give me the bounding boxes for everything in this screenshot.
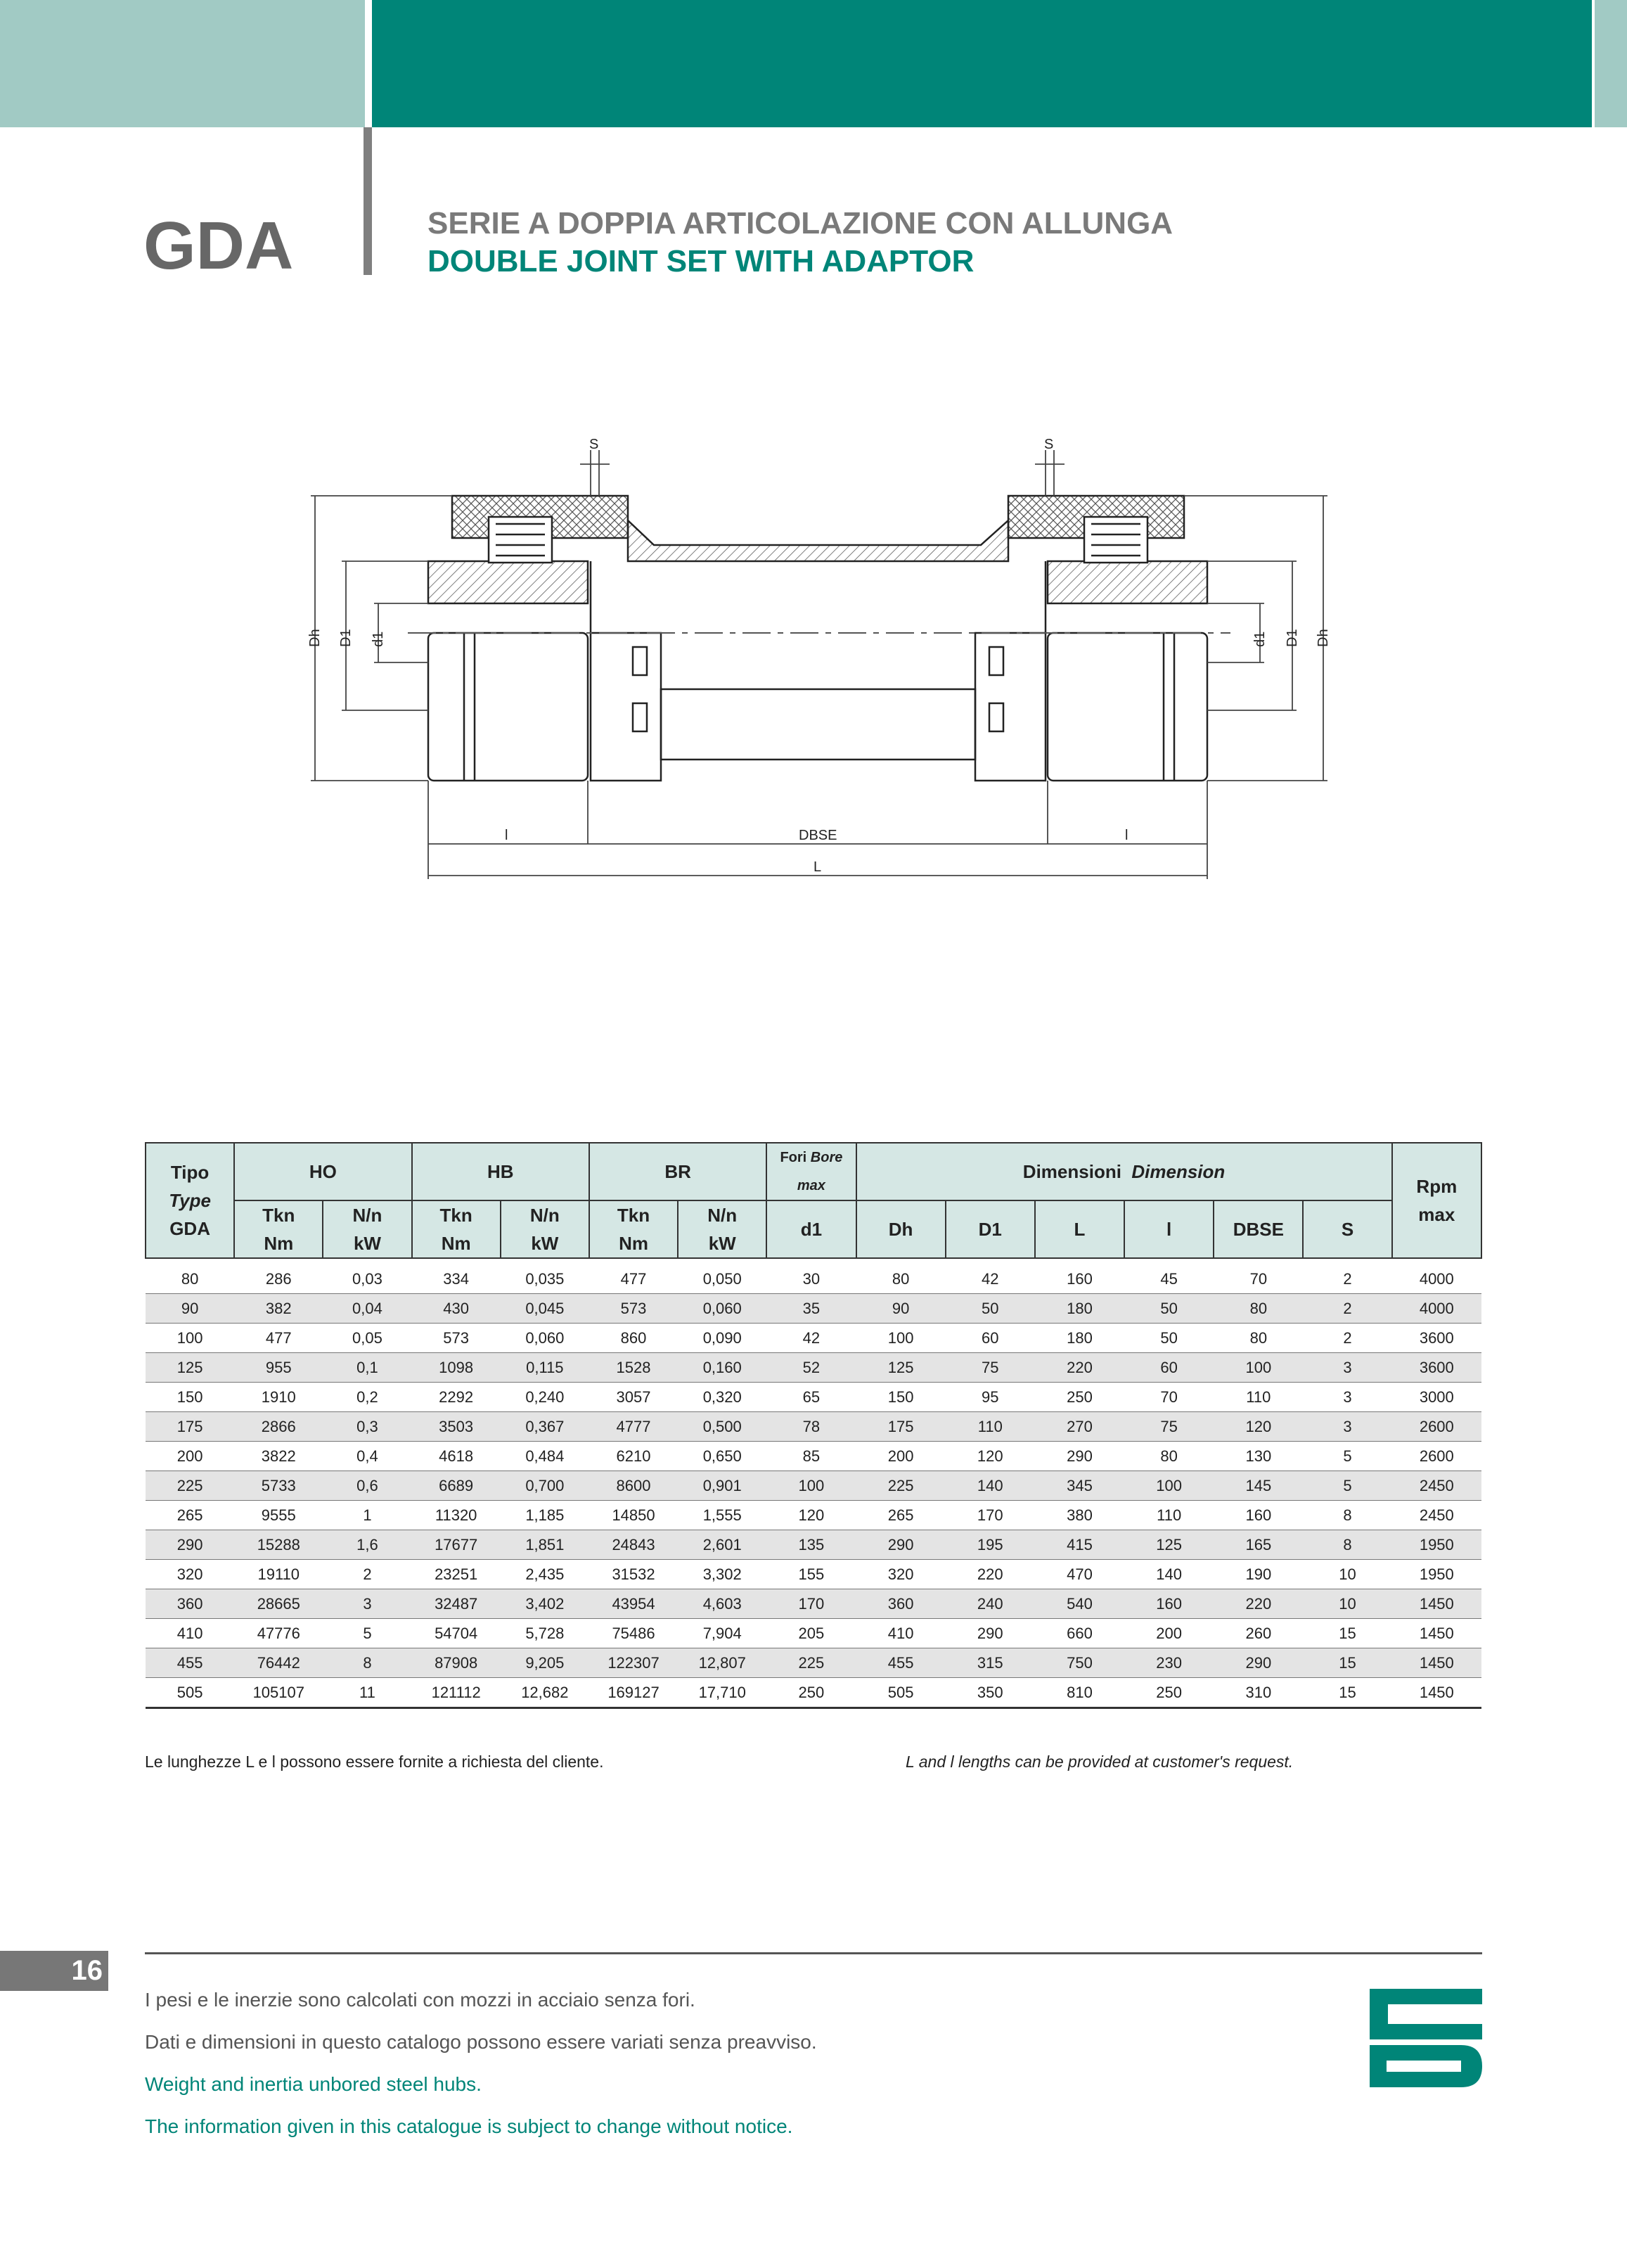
table-cell: 5 [323, 1619, 411, 1648]
table-row [146, 1619, 1481, 1648]
table-cell: 2292 [412, 1383, 501, 1412]
table-cell: 2450 [1392, 1471, 1481, 1501]
table-cell: 125 [1124, 1530, 1214, 1560]
table-cell: 140 [946, 1471, 1035, 1501]
table-cell: 195 [946, 1530, 1035, 1560]
table-cell: 10 [1303, 1589, 1391, 1619]
table-cell: 190 [1214, 1560, 1303, 1589]
table-cell: 24843 [589, 1530, 678, 1560]
table-cell: 505 [856, 1678, 946, 1708]
table-cell: 15 [1303, 1678, 1391, 1708]
table-cell: 350 [946, 1678, 1035, 1708]
table-row [146, 1530, 1481, 1560]
table-cell: 80 [856, 1258, 946, 1294]
table-cell: 3822 [234, 1442, 323, 1471]
spec-table-body [146, 1258, 1481, 1708]
table-cell: 169127 [589, 1678, 678, 1708]
table-cell: 205 [766, 1619, 856, 1648]
table-cell: 1,6 [323, 1530, 411, 1560]
tube-view [661, 689, 975, 760]
table-cell: 0,901 [678, 1471, 766, 1501]
table-cell: 290 [1035, 1442, 1124, 1471]
table-cell: 100 [856, 1324, 946, 1353]
table-cell: 3600 [1392, 1324, 1481, 1353]
table-cell: 70 [1214, 1258, 1303, 1294]
table-cell: 105107 [234, 1678, 323, 1708]
header-band-right [1595, 0, 1627, 127]
table-cell: 150 [146, 1383, 234, 1412]
table-cell: 85 [766, 1442, 856, 1471]
table-cell: 6689 [412, 1471, 501, 1501]
table-cell: 0,1 [323, 1353, 411, 1383]
table-cell: 165 [1214, 1530, 1303, 1560]
table-cell: 78 [766, 1412, 856, 1442]
dim-label-s-left: S [589, 437, 599, 452]
table-cell: 1450 [1392, 1619, 1481, 1648]
table-cell: 0,045 [501, 1294, 589, 1324]
table-cell: 860 [589, 1324, 678, 1353]
table-cell: 6210 [589, 1442, 678, 1471]
left-hub-section [428, 561, 588, 603]
table-cell: 810 [1035, 1678, 1124, 1708]
table-row [146, 1442, 1481, 1471]
table-cell: 0,320 [678, 1383, 766, 1412]
table-row [146, 1648, 1481, 1678]
table-cell: 0,484 [501, 1442, 589, 1471]
table-cell: 345 [1035, 1471, 1124, 1501]
table-cell: 32487 [412, 1589, 501, 1619]
dim-label-l-right: l [1125, 828, 1128, 843]
table-cell: 225 [856, 1471, 946, 1501]
page-number: 16 [71, 1955, 103, 1986]
dim-label-d1-left: d1 [371, 631, 386, 647]
table-cell: 1450 [1392, 1589, 1481, 1619]
table-cell: 200 [1124, 1619, 1214, 1648]
table-cell: 1,851 [501, 1530, 589, 1560]
table-cell: 290 [856, 1530, 946, 1560]
right-hub-view [1048, 633, 1207, 781]
table-cell: 5733 [234, 1471, 323, 1501]
table-row [146, 1501, 1481, 1530]
table-cell: 160 [1214, 1501, 1303, 1530]
header-band-main [372, 0, 1592, 127]
header-hb: HB [412, 1143, 589, 1200]
header-s: S [1303, 1200, 1391, 1258]
table-cell: 0,2 [323, 1383, 411, 1412]
header-L: L [1035, 1200, 1124, 1258]
table-cell: 120 [1214, 1412, 1303, 1442]
table-cell: 334 [412, 1258, 501, 1294]
table-cell: 5 [1303, 1471, 1391, 1501]
table-row [146, 1294, 1481, 1324]
table-cell: 70 [1124, 1383, 1214, 1412]
header-br-nn: N/n kW [678, 1200, 766, 1258]
table-cell: 110 [1214, 1383, 1303, 1412]
dim-label-dh-left: Dh [307, 629, 323, 647]
table-cell: 286 [234, 1258, 323, 1294]
table-cell: 0,650 [678, 1442, 766, 1471]
header-br-tkn: Tkn Nm [589, 1200, 678, 1258]
dim-label-d1-cap-right: D1 [1285, 629, 1300, 647]
table-cell: 0,6 [323, 1471, 411, 1501]
table-cell: 75 [1124, 1412, 1214, 1442]
table-cell: 17,710 [678, 1678, 766, 1708]
table-cell: 0,035 [501, 1258, 589, 1294]
table-cell: 290 [146, 1530, 234, 1560]
table-cell: 130 [1214, 1442, 1303, 1471]
table-cell: 382 [234, 1294, 323, 1324]
title-english: DOUBLE JOINT SET WITH ADAPTOR [427, 244, 975, 278]
table-cell: 540 [1035, 1589, 1124, 1619]
table-cell: 75486 [589, 1619, 678, 1648]
table-row [146, 1471, 1481, 1501]
table-cell: 477 [234, 1324, 323, 1353]
table-cell: 4000 [1392, 1294, 1481, 1324]
table-cell: 15 [1303, 1648, 1391, 1678]
table-cell: 90 [146, 1294, 234, 1324]
table-cell: 121112 [412, 1678, 501, 1708]
spec-table [145, 1142, 1482, 1709]
table-cell: 1,555 [678, 1501, 766, 1530]
table-cell: 4777 [589, 1412, 678, 1442]
table-cell: 0,4 [323, 1442, 411, 1471]
table-cell: 955 [234, 1353, 323, 1383]
table-cell: 1450 [1392, 1678, 1481, 1708]
header-dbse: DBSE [1214, 1200, 1303, 1258]
table-cell: 250 [1124, 1678, 1214, 1708]
header-hb-nn: N/n kW [501, 1200, 589, 1258]
table-cell: 14850 [589, 1501, 678, 1530]
table-cell: 477 [589, 1258, 678, 1294]
table-cell: 270 [1035, 1412, 1124, 1442]
table-cell: 2,601 [678, 1530, 766, 1560]
header-ho: HO [234, 1143, 411, 1200]
table-cell: 9555 [234, 1501, 323, 1530]
table-cell: 2 [1303, 1324, 1391, 1353]
table-cell: 220 [946, 1560, 1035, 1589]
table-cell: 2600 [1392, 1442, 1481, 1471]
table-cell: 250 [1035, 1383, 1124, 1412]
table-cell: 125 [146, 1353, 234, 1383]
header-tipo: Tipo Type GDA [146, 1143, 234, 1258]
table-cell: 80 [1124, 1442, 1214, 1471]
header-D1: D1 [946, 1200, 1035, 1258]
table-cell: 3 [1303, 1412, 1391, 1442]
table-cell: 380 [1035, 1501, 1124, 1530]
adaptor-section [628, 520, 1008, 561]
table-cell: 120 [766, 1501, 856, 1530]
note-english: L and l lengths can be provided at customer's request. [906, 1753, 1294, 1771]
table-cell: 122307 [589, 1648, 678, 1678]
table-cell: 11320 [412, 1501, 501, 1530]
table-cell: 3600 [1392, 1353, 1481, 1383]
table-cell: 3 [1303, 1383, 1391, 1412]
table-cell: 265 [146, 1501, 234, 1530]
table-row [146, 1324, 1481, 1353]
table-cell: 5,728 [501, 1619, 589, 1648]
table-cell: 315 [946, 1648, 1035, 1678]
table-cell: 2600 [1392, 1412, 1481, 1442]
table-cell: 0,050 [678, 1258, 766, 1294]
header-l: l [1124, 1200, 1214, 1258]
footer-line-2: Dati e dimensioni in questo catalogo possono essere variati senza preavviso. [145, 2031, 817, 2053]
table-cell: 110 [1124, 1501, 1214, 1530]
table-cell: 15 [1303, 1619, 1391, 1648]
left-hub-view [428, 633, 588, 781]
table-cell: 250 [766, 1678, 856, 1708]
table-cell: 220 [1035, 1353, 1124, 1383]
table-cell: 660 [1035, 1619, 1124, 1648]
company-logo [1370, 1989, 1482, 2087]
header-hb-tkn: Tkn Nm [412, 1200, 501, 1258]
table-row [146, 1258, 1481, 1294]
table-cell: 470 [1035, 1560, 1124, 1589]
table-cell: 4618 [412, 1442, 501, 1471]
table-cell: 100 [146, 1324, 234, 1353]
table-row [146, 1678, 1481, 1708]
table-cell: 573 [589, 1294, 678, 1324]
footer-divider [145, 1952, 1482, 1954]
table-cell: 3503 [412, 1412, 501, 1442]
table-cell: 750 [1035, 1648, 1124, 1678]
note-italian: Le lunghezze L e l possono essere fornite a richiesta del cliente. [145, 1753, 604, 1771]
table-cell: 42 [766, 1324, 856, 1353]
table-cell: 3057 [589, 1383, 678, 1412]
table-cell: 2 [1303, 1294, 1391, 1324]
table-cell: 160 [1124, 1589, 1214, 1619]
table-cell: 415 [1035, 1530, 1124, 1560]
table-cell: 140 [1124, 1560, 1214, 1589]
table-cell: 1950 [1392, 1560, 1481, 1589]
table-cell: 43954 [589, 1589, 678, 1619]
dim-label-L: L [813, 859, 822, 875]
table-cell: 0,060 [501, 1324, 589, 1353]
table-cell: 230 [1124, 1648, 1214, 1678]
table-cell: 320 [146, 1560, 234, 1589]
table-row [146, 1353, 1481, 1383]
title-italian: SERIE A DOPPIA ARTICOLAZIONE CON ALLUNGA [427, 206, 1173, 241]
header-rpm: Rpm max [1392, 1143, 1481, 1258]
table-cell: 0,3 [323, 1412, 411, 1442]
table-cell: 2 [323, 1560, 411, 1589]
table-cell: 290 [946, 1619, 1035, 1648]
header-d1: d1 [766, 1200, 856, 1258]
table-cell: 3000 [1392, 1383, 1481, 1412]
table-cell: 175 [856, 1412, 946, 1442]
table-row [146, 1560, 1481, 1589]
table-cell: 50 [1124, 1324, 1214, 1353]
table-cell: 240 [946, 1589, 1035, 1619]
table-cell: 15288 [234, 1530, 323, 1560]
table-cell: 54704 [412, 1619, 501, 1648]
table-cell: 200 [856, 1442, 946, 1471]
table-cell: 410 [856, 1619, 946, 1648]
table-cell: 155 [766, 1560, 856, 1589]
table-cell: 100 [1214, 1353, 1303, 1383]
header-dimensions: Dimensioni Dimension [856, 1143, 1392, 1200]
table-cell: 8600 [589, 1471, 678, 1501]
header-band-left [0, 0, 365, 127]
table-cell: 42 [946, 1258, 1035, 1294]
table-cell: 1528 [589, 1353, 678, 1383]
title-divider [364, 127, 372, 275]
table-cell: 265 [856, 1501, 946, 1530]
table-cell: 50 [946, 1294, 1035, 1324]
table-cell: 8 [1303, 1530, 1391, 1560]
dim-label-d1-right: d1 [1252, 631, 1268, 647]
table-cell: 1098 [412, 1353, 501, 1383]
table-cell: 0,700 [501, 1471, 589, 1501]
table-cell: 200 [146, 1442, 234, 1471]
table-cell: 11 [323, 1678, 411, 1708]
table-cell: 225 [146, 1471, 234, 1501]
table-cell: 135 [766, 1530, 856, 1560]
dim-label-s-right: S [1044, 437, 1054, 452]
table-cell: 145 [1214, 1471, 1303, 1501]
table-cell: 90 [856, 1294, 946, 1324]
table-cell: 225 [766, 1648, 856, 1678]
table-cell: 455 [146, 1648, 234, 1678]
table-cell: 360 [146, 1589, 234, 1619]
table-cell: 76442 [234, 1648, 323, 1678]
left-sleeve-view [591, 633, 661, 781]
table-cell: 160 [1035, 1258, 1124, 1294]
header-bore-max: Fori Bore max [766, 1143, 856, 1200]
table-cell: 50 [1124, 1294, 1214, 1324]
table-cell: 320 [856, 1560, 946, 1589]
table-cell: 0,03 [323, 1258, 411, 1294]
table-cell: 60 [946, 1324, 1035, 1353]
table-cell: 7,904 [678, 1619, 766, 1648]
table-cell: 120 [946, 1442, 1035, 1471]
table-cell: 80 [1214, 1294, 1303, 1324]
table-cell: 52 [766, 1353, 856, 1383]
table-cell: 0,05 [323, 1324, 411, 1353]
table-cell: 87908 [412, 1648, 501, 1678]
table-cell: 100 [1124, 1471, 1214, 1501]
table-row [146, 1412, 1481, 1442]
table-cell: 0,115 [501, 1353, 589, 1383]
table-cell: 1950 [1392, 1530, 1481, 1560]
table-cell: 110 [946, 1412, 1035, 1442]
table-cell: 180 [1035, 1294, 1124, 1324]
table-cell: 30 [766, 1258, 856, 1294]
table-cell: 65 [766, 1383, 856, 1412]
table-cell: 3,302 [678, 1560, 766, 1589]
table-row [146, 1589, 1481, 1619]
table-cell: 3 [1303, 1353, 1391, 1383]
table-cell: 0,160 [678, 1353, 766, 1383]
table-cell: 3 [323, 1589, 411, 1619]
table-cell: 505 [146, 1678, 234, 1708]
table-cell: 430 [412, 1294, 501, 1324]
table-cell: 310 [1214, 1678, 1303, 1708]
table-cell: 35 [766, 1294, 856, 1324]
table-cell: 80 [146, 1258, 234, 1294]
table-cell: 75 [946, 1353, 1035, 1383]
table-cell: 125 [856, 1353, 946, 1383]
header-dh: Dh [856, 1200, 946, 1258]
table-cell: 0,090 [678, 1324, 766, 1353]
table-cell: 0,367 [501, 1412, 589, 1442]
table-cell: 180 [1035, 1324, 1124, 1353]
right-hub-section [1048, 561, 1207, 603]
table-cell: 360 [856, 1589, 946, 1619]
table-cell: 410 [146, 1619, 234, 1648]
table-cell: 170 [766, 1589, 856, 1619]
table-cell: 0,04 [323, 1294, 411, 1324]
table-cell: 12,807 [678, 1648, 766, 1678]
table-cell: 23251 [412, 1560, 501, 1589]
footer-line-4: The information given in this catalogue is subject to change without notice. [145, 2115, 793, 2137]
table-cell: 9,205 [501, 1648, 589, 1678]
table-cell: 4000 [1392, 1258, 1481, 1294]
header-ho-tkn: Tkn Nm [234, 1200, 323, 1258]
table-cell: 3,402 [501, 1589, 589, 1619]
table-cell: 12,682 [501, 1678, 589, 1708]
footer-line-3: Weight and inertia unbored steel hubs. [145, 2073, 482, 2095]
dim-label-dbse: DBSE [799, 828, 837, 843]
series-code: GDA [143, 208, 294, 283]
table-cell: 2450 [1392, 1501, 1481, 1530]
table-cell: 290 [1214, 1648, 1303, 1678]
table-cell: 28665 [234, 1589, 323, 1619]
header-ho-nn: N/n kW [323, 1200, 411, 1258]
table-cell: 2866 [234, 1412, 323, 1442]
table-cell: 175 [146, 1412, 234, 1442]
table-cell: 573 [412, 1324, 501, 1353]
table-cell: 0,240 [501, 1383, 589, 1412]
table-cell: 1910 [234, 1383, 323, 1412]
right-sleeve-view [975, 633, 1046, 781]
table-cell: 1450 [1392, 1648, 1481, 1678]
table-cell: 17677 [412, 1530, 501, 1560]
table-cell: 5 [1303, 1442, 1391, 1471]
table-cell: 47776 [234, 1619, 323, 1648]
table-cell: 0,060 [678, 1294, 766, 1324]
table-cell: 60 [1124, 1353, 1214, 1383]
table-cell: 1,185 [501, 1501, 589, 1530]
table-cell: 170 [946, 1501, 1035, 1530]
dim-label-d1-cap-left: D1 [338, 629, 354, 647]
table-cell: 455 [856, 1648, 946, 1678]
table-row [146, 1383, 1481, 1412]
table-cell: 1 [323, 1501, 411, 1530]
dim-label-l-left: l [505, 828, 508, 843]
table-cell: 10 [1303, 1560, 1391, 1589]
table-cell: 100 [766, 1471, 856, 1501]
table-cell: 31532 [589, 1560, 678, 1589]
table-cell: 8 [323, 1648, 411, 1678]
table-cell: 95 [946, 1383, 1035, 1412]
table-cell: 80 [1214, 1324, 1303, 1353]
technical-drawing [302, 436, 1336, 900]
header-br: BR [589, 1143, 766, 1200]
table-cell: 2 [1303, 1258, 1391, 1294]
table-cell: 220 [1214, 1589, 1303, 1619]
dim-label-dh-right: Dh [1316, 629, 1331, 647]
table-cell: 8 [1303, 1501, 1391, 1530]
table-cell: 45 [1124, 1258, 1214, 1294]
table-cell: 4,603 [678, 1589, 766, 1619]
table-cell: 0,500 [678, 1412, 766, 1442]
table-cell: 260 [1214, 1619, 1303, 1648]
table-cell: 2,435 [501, 1560, 589, 1589]
footer-line-1: I pesi e le inerzie sono calcolati con mozzi in acciaio senza fori. [145, 1989, 695, 2011]
table-cell: 150 [856, 1383, 946, 1412]
table-cell: 19110 [234, 1560, 323, 1589]
